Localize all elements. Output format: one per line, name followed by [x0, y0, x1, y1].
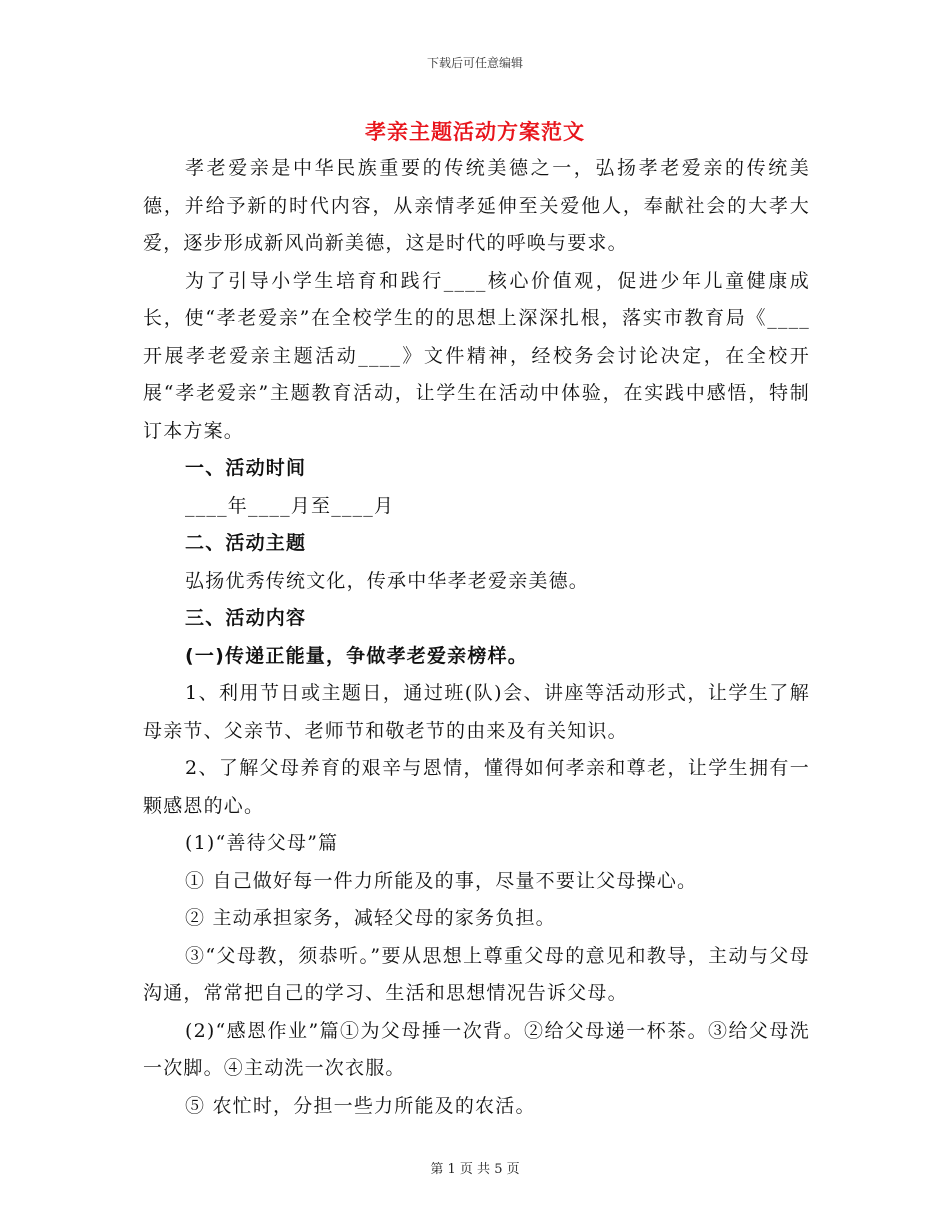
content-item-2: 2、了解父母养育的艰辛与恩情，懂得如何孝亲和尊老，让学生拥有一颗感恩的心。 — [143, 757, 810, 817]
document-body — [143, 150, 810, 1125]
page-number: 第 1 页 共 5 页 — [430, 1162, 520, 1177]
subitem-gratitude-homework: (2)“感恩作业”篇①为父母捶一次背。②给父母递一杯茶。③给父母洗一次脚。④主动洗一次衣服。 — [143, 1019, 810, 1079]
section-text-theme: 弘扬优秀传统文化，传承中华孝老爱亲美德。 — [185, 569, 590, 592]
document-title: 孝亲主题活动方案范文 — [365, 119, 585, 144]
section-text-time: ____年____月至____月 — [185, 494, 395, 517]
subitem-gratitude-homework-5: ⑤ 农忙时，分担一些力所能及的农活。 — [185, 1094, 536, 1117]
header-note: 下载后可任意编辑 — [426, 56, 523, 70]
purpose-paragraph: 为了引导小学生培育和践行____核心价值观，促进少年儿童健康成长，使“孝老爱亲”在全校学生的的思想上深深扎根，落实市教育局《____开展孝老爱亲主题活动____》文件精神，经校务会讨论决定，在全校开展“孝老爱亲”主题教育活动，让学生在活动中体验，在实践中感悟，特制订本方案。 — [143, 269, 810, 442]
subitem-treat-parents-2: ② 主动承担家务，减轻父母的家务负担。 — [185, 907, 556, 929]
intro-paragraph: 孝老爱亲是中华民族重要的传统美德之一，弘扬孝老爱亲的传统美德，并给予新的时代内容，从亲情孝延伸至关爱他人，奉献社会的大孝大爱，逐步形成新风尚新美德，这是时代的呼唤与要求。 — [143, 157, 810, 254]
section-heading-theme: 二、活动主题 — [185, 532, 307, 554]
subitem-treat-parents-3: ③“父母教，须恭听。”要从思想上尊重父母的意见和教导，主动与父母沟通，常常把自己的学习、生活和思想情况告诉父母。 — [143, 944, 810, 1004]
section-heading-content: 三、活动内容 — [185, 607, 307, 629]
section-heading-time: 一、活动时间 — [185, 457, 307, 479]
subitem-treat-parents-1: ① 自己做好每一件力所能及的事，尽量不要让父母操心。 — [185, 869, 698, 892]
content-item-1: 1、利用节日或主题日，通过班(队)会、讲座等活动形式，让学生了解母亲节、父亲节、老师节和敬老节的由来及有关知识。 — [143, 682, 810, 742]
subsection-heading-energy: (一)传递正能量，争做孝老爱亲榜样。 — [185, 644, 528, 667]
subitem-title-treat-parents: (1)“善待父母”篇 — [185, 832, 339, 854]
